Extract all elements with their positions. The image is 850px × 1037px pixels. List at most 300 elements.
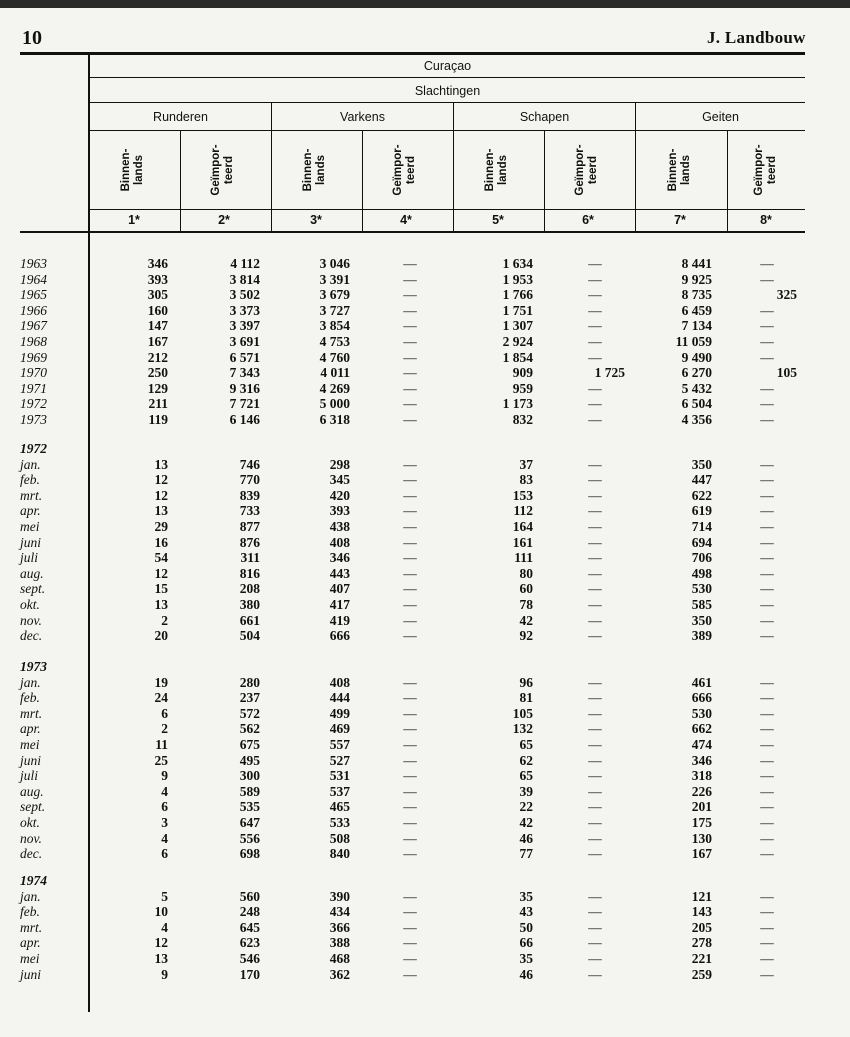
row-label: dec. [20, 846, 43, 862]
table-cell: 65 [519, 737, 533, 752]
table-cell: 533 [329, 815, 350, 830]
table-cell: 909 [512, 365, 533, 381]
table-cell: — [403, 799, 417, 815]
table-cell: — [403, 256, 417, 271]
table-cell: 3 397 [229, 318, 260, 334]
row-label: mei [20, 519, 40, 534]
table-cell: 417 [329, 597, 350, 612]
header-top-rule [20, 52, 805, 55]
table-cell: 9 925 [681, 271, 712, 287]
table-cell: — [403, 690, 417, 706]
table-cell: 5 000 [319, 396, 350, 412]
table-cell: 560 [239, 888, 260, 904]
table-cell: — [403, 565, 417, 581]
table-cell: 46 [519, 830, 533, 846]
table-cell: — [760, 271, 774, 287]
table-cell: 1 854 [502, 349, 533, 365]
table-cell: 714 [691, 519, 712, 534]
table-cell: — [760, 612, 774, 628]
subheader-geimporteerd: Geïmpor- teerd [753, 144, 778, 196]
table-cell: — [760, 815, 774, 830]
table-cell: 531 [329, 768, 350, 784]
row-label: 1966 [20, 302, 47, 318]
row-label: nov. [20, 612, 42, 628]
table-cell: 3 046 [319, 256, 350, 271]
table-cell: — [760, 565, 774, 581]
table-cell: 840 [329, 846, 350, 862]
table-cell: — [403, 752, 417, 768]
row-label: aug. [20, 783, 44, 799]
table-cell: — [760, 412, 774, 427]
row-label: 1969 [20, 349, 47, 365]
table-cell: — [760, 951, 774, 966]
table-cell: — [760, 334, 774, 349]
table-cell: 54 [154, 550, 168, 566]
table-cell: — [588, 628, 602, 644]
table-cell: 345 [329, 472, 350, 488]
table-cell: 508 [329, 830, 350, 846]
table-cell: — [588, 705, 602, 721]
subtitle-rule [90, 102, 805, 103]
table-cell: 380 [239, 597, 260, 612]
row-label: aug. [20, 565, 44, 581]
column-number: 6* [582, 213, 594, 227]
subcolumn-divider [180, 131, 181, 231]
running-head: J. Landbouw [707, 28, 806, 47]
table-cell: 362 [329, 966, 350, 982]
table-cell: 300 [239, 768, 260, 784]
table-cell: 13 [154, 456, 168, 472]
table-cell: 438 [329, 519, 350, 534]
table-cell: — [760, 581, 774, 597]
table-cell: 2 [161, 721, 168, 737]
table-title: Curaçao [423, 59, 472, 73]
table-cell: 346 [691, 752, 712, 768]
table-cell: — [588, 349, 602, 365]
table-cell: 6 270 [681, 365, 712, 381]
table-cell: — [760, 721, 774, 737]
table-cell: — [403, 846, 417, 862]
table-cell: 4 356 [681, 412, 712, 427]
table-cell: 7 721 [229, 396, 260, 412]
table-cell: 205 [691, 919, 712, 935]
table-cell: 111 [514, 550, 533, 566]
table-cell: 12 [154, 472, 168, 488]
table-cell: 212 [147, 349, 168, 365]
table-cell: 662 [691, 721, 712, 737]
table-cell: — [588, 919, 602, 935]
table-cell: — [588, 951, 602, 966]
table-cell: 175 [691, 815, 712, 830]
table-cell: 80 [519, 565, 533, 581]
table-cell: 208 [239, 581, 260, 597]
table-cell: — [588, 768, 602, 784]
row-label: juli [20, 550, 39, 566]
table-cell: 3 814 [229, 271, 260, 287]
table-cell: 81 [519, 690, 533, 706]
table-cell: — [588, 318, 602, 334]
table-cell: — [403, 612, 417, 628]
column-number: 2* [218, 213, 230, 227]
row-label: 1972 [20, 396, 47, 412]
table-cell: 706 [691, 550, 712, 566]
table-cell: — [588, 503, 602, 519]
table-cell: — [403, 534, 417, 550]
table-cell: 35 [519, 888, 533, 904]
table-cell: 5 [161, 888, 168, 904]
table-cell: — [403, 287, 417, 303]
table-cell: 1 634 [502, 256, 533, 271]
row-label: 1971 [20, 380, 47, 396]
table-cell: 527 [329, 752, 350, 768]
table-cell: — [760, 550, 774, 566]
table-cell: 311 [240, 550, 260, 566]
table-cell: 1 766 [502, 287, 533, 303]
row-label: mrt. [20, 705, 43, 721]
table-cell: — [403, 783, 417, 799]
row-label: 1973 [20, 412, 47, 427]
table-cell: 11 059 [675, 334, 712, 349]
table-cell: 666 [329, 628, 350, 644]
group-year-label: 1973 [20, 659, 47, 674]
table-cell: 160 [147, 302, 168, 318]
table-cell: 647 [239, 815, 260, 830]
table-cell: 78 [519, 597, 533, 612]
table-cell: — [588, 737, 602, 752]
table-cell: 408 [329, 674, 350, 690]
table-cell: 20 [154, 628, 168, 644]
table-cell: 119 [148, 412, 168, 427]
row-label: sept. [20, 581, 46, 597]
table-cell: — [588, 396, 602, 412]
table-cell: 9 316 [229, 380, 260, 396]
table-cell: 65 [519, 768, 533, 784]
subcolumn-divider [362, 131, 363, 231]
table-cell: 4 753 [319, 334, 350, 349]
column-number: 3* [310, 213, 322, 227]
stub-column-rule [88, 52, 90, 1012]
table-cell: 474 [691, 737, 712, 752]
subheader-binnenlands: Binnen- lands [120, 148, 145, 192]
table-cell: 465 [329, 799, 350, 815]
table-cell: 105 [776, 365, 797, 381]
row-label: apr. [20, 503, 41, 519]
table-cell: — [760, 737, 774, 752]
table-cell: 6 146 [229, 412, 260, 427]
table-cell: 24 [154, 690, 168, 706]
row-label: juni [20, 966, 42, 982]
table-cell: — [588, 752, 602, 768]
table-cell: 6 504 [681, 396, 712, 412]
table-cell: 556 [239, 830, 260, 846]
table-cell: 661 [239, 612, 260, 628]
table-cell: 37 [519, 456, 533, 472]
table-cell: — [588, 565, 602, 581]
table-cell: — [760, 830, 774, 846]
table-cell: — [588, 674, 602, 690]
table-cell: — [403, 966, 417, 982]
table-cell: 50 [519, 919, 533, 935]
table-cell: — [760, 904, 774, 920]
table-cell: — [403, 318, 417, 334]
table-cell: — [588, 830, 602, 846]
table-cell: 390 [329, 888, 350, 904]
table-cell: — [588, 597, 602, 612]
table-cell: 623 [239, 935, 260, 951]
row-label: mei [20, 737, 40, 752]
row-label: jan. [20, 888, 41, 904]
table-cell: 22 [519, 799, 533, 815]
row-label: juli [20, 768, 39, 784]
table-cell: 130 [691, 830, 712, 846]
table-cell: 420 [329, 487, 350, 503]
table-cell: 572 [239, 705, 260, 721]
table-cell: — [760, 919, 774, 935]
row-label: nov. [20, 830, 42, 846]
table-cell: 318 [691, 768, 712, 784]
table-cell: 469 [329, 721, 350, 737]
table-cell: — [403, 628, 417, 644]
table-cell: 12 [154, 487, 168, 503]
table-cell: 221 [691, 951, 712, 966]
table-cell: 164 [512, 519, 533, 534]
table-cell: — [760, 752, 774, 768]
table-cell: 694 [691, 534, 712, 550]
table-cell: 495 [239, 752, 260, 768]
subheader-rule [90, 209, 805, 210]
scan-top-edge [0, 0, 850, 8]
table-cell: — [588, 612, 602, 628]
table-cell: 1 953 [502, 271, 533, 287]
table-cell: 112 [513, 503, 533, 519]
table-cell: — [760, 783, 774, 799]
table-cell: — [588, 487, 602, 503]
table-cell: — [588, 380, 602, 396]
table-cell: 393 [147, 271, 168, 287]
table-cell: — [588, 815, 602, 830]
column-number: 4* [400, 213, 412, 227]
subheader-geimporteerd: Geïmpor- teerd [574, 144, 599, 196]
table-cell: 4 [161, 783, 168, 799]
table-cell: — [588, 799, 602, 815]
table-cell: — [588, 287, 602, 303]
table-cell: 698 [239, 846, 260, 862]
table-cell: — [403, 815, 417, 830]
table-cell: 546 [239, 951, 260, 966]
table-cell: 7 134 [681, 318, 712, 334]
row-label: feb. [20, 904, 40, 920]
table-cell: — [760, 846, 774, 862]
table-cell: — [760, 256, 774, 271]
table-cell: 770 [239, 472, 260, 488]
table-cell: — [588, 519, 602, 534]
table-cell: 443 [329, 565, 350, 581]
table-cell: 43 [519, 904, 533, 920]
table-cell: — [403, 904, 417, 920]
table-cell: 530 [691, 581, 712, 597]
table-cell: — [760, 472, 774, 488]
table-cell: — [760, 318, 774, 334]
table-cell: 1 725 [594, 365, 625, 381]
table-cell: 3 391 [319, 271, 350, 287]
table-cell: — [760, 349, 774, 365]
table-cell: 666 [691, 690, 712, 706]
table-cell: 278 [691, 935, 712, 951]
table-cell: 211 [148, 396, 168, 412]
table-cell: — [403, 472, 417, 488]
table-cell: — [403, 721, 417, 737]
table-cell: 504 [239, 628, 260, 644]
table-cell: — [588, 846, 602, 862]
table-cell: — [760, 534, 774, 550]
table-cell: — [403, 349, 417, 365]
table-cell: 96 [519, 674, 533, 690]
table-cell: — [403, 935, 417, 951]
table-cell: 959 [512, 380, 533, 396]
table-cell: 434 [329, 904, 350, 920]
column-number: 5* [492, 213, 504, 227]
table-cell: — [760, 597, 774, 612]
subheader-geimporteerd: Geïmpor- teerd [392, 144, 417, 196]
table-cell: 419 [329, 612, 350, 628]
table-cell: 876 [239, 534, 260, 550]
row-label: mrt. [20, 487, 43, 503]
table-cell: — [760, 690, 774, 706]
table-cell: 3 502 [229, 287, 260, 303]
table-cell: — [588, 334, 602, 349]
table-cell: — [760, 302, 774, 318]
table-cell: — [588, 271, 602, 287]
table-cell: 19 [154, 674, 168, 690]
table-cell: 444 [329, 690, 350, 706]
table-cell: — [403, 581, 417, 597]
table-cell: 350 [691, 456, 712, 472]
table-cell: 11 [155, 737, 168, 752]
row-label: jan. [20, 674, 41, 690]
table-cell: 77 [519, 846, 533, 862]
table-cell: 259 [691, 966, 712, 982]
table-cell: 499 [329, 705, 350, 721]
subheader-geimporteerd: Geïmpor- teerd [210, 144, 235, 196]
table-cell: — [760, 768, 774, 784]
table-cell: 6 571 [229, 349, 260, 365]
table-cell: 530 [691, 705, 712, 721]
table-cell: 60 [519, 581, 533, 597]
table-cell: 83 [519, 472, 533, 488]
table-cell: 622 [691, 487, 712, 503]
row-label: 1970 [20, 365, 47, 381]
table-cell: — [760, 396, 774, 412]
table-cell: 346 [329, 550, 350, 566]
row-label: 1967 [20, 318, 47, 334]
table-cell: 832 [512, 412, 533, 427]
title-rule [90, 77, 805, 78]
table-cell: — [588, 534, 602, 550]
table-cell: 248 [239, 904, 260, 920]
table-cell: 4 760 [319, 349, 350, 365]
table-cell: — [588, 412, 602, 427]
table-cell: 10 [154, 904, 168, 920]
table-cell: 280 [239, 674, 260, 690]
table-cell: 39 [519, 783, 533, 799]
column-number: 1* [128, 213, 140, 227]
table-cell: 15 [154, 581, 168, 597]
table-cell: 9 [161, 966, 168, 982]
table-cell: 147 [147, 318, 168, 334]
table-cell: — [403, 334, 417, 349]
table-cell: 1 173 [502, 396, 533, 412]
table-cell: 201 [691, 799, 712, 815]
header-bottom-rule [20, 231, 805, 233]
table-cell: 62 [519, 752, 533, 768]
table-cell: 1 751 [502, 302, 533, 318]
table-cell: 389 [691, 628, 712, 644]
table-cell: — [760, 705, 774, 721]
table-cell: — [403, 503, 417, 519]
table-cell: 8 441 [681, 256, 712, 271]
table-cell: 5 432 [681, 380, 712, 396]
table-cell: 733 [239, 503, 260, 519]
table-cell: 42 [519, 612, 533, 628]
row-label: okt. [20, 597, 40, 612]
table-cell: 877 [239, 519, 260, 534]
table-cell: 6 318 [319, 412, 350, 427]
table-cell: — [760, 888, 774, 904]
table-cell: — [588, 690, 602, 706]
table-cell: — [403, 365, 417, 381]
row-label: 1968 [20, 334, 47, 349]
table-cell: — [760, 487, 774, 503]
table-cell: — [760, 519, 774, 534]
column-number: 8* [760, 213, 772, 227]
table-cell: 6 [161, 799, 168, 815]
table-cell: 388 [329, 935, 350, 951]
table-cell: 585 [691, 597, 712, 612]
table-cell: 4 [161, 919, 168, 935]
table-cell: — [403, 951, 417, 966]
table-cell: — [588, 581, 602, 597]
table-cell: — [403, 768, 417, 784]
table-cell: — [403, 519, 417, 534]
row-label: 1965 [20, 287, 47, 303]
table-cell: — [588, 904, 602, 920]
row-label: sept. [20, 799, 46, 815]
table-cell: 346 [147, 256, 168, 271]
table-cell: — [403, 674, 417, 690]
table-cell: 619 [691, 503, 712, 519]
table-cell: 153 [512, 487, 533, 503]
table-cell: 3 373 [229, 302, 260, 318]
row-label: jan. [20, 456, 41, 472]
table-cell: 350 [691, 612, 712, 628]
table-cell: 3 691 [229, 334, 260, 349]
table-cell: — [760, 935, 774, 951]
table-cell: 35 [519, 951, 533, 966]
row-label: okt. [20, 815, 40, 830]
table-cell: 3 [161, 815, 168, 830]
table-cell: — [760, 503, 774, 519]
table-cell: — [588, 888, 602, 904]
table-cell: 816 [239, 565, 260, 581]
table-cell: — [403, 737, 417, 752]
table-cell: — [588, 456, 602, 472]
table-cell: 13 [154, 597, 168, 612]
table-cell: 675 [239, 737, 260, 752]
table-cell: — [403, 396, 417, 412]
row-label: feb. [20, 472, 40, 488]
table-cell: — [403, 302, 417, 318]
table-cell: 1 307 [502, 318, 533, 334]
